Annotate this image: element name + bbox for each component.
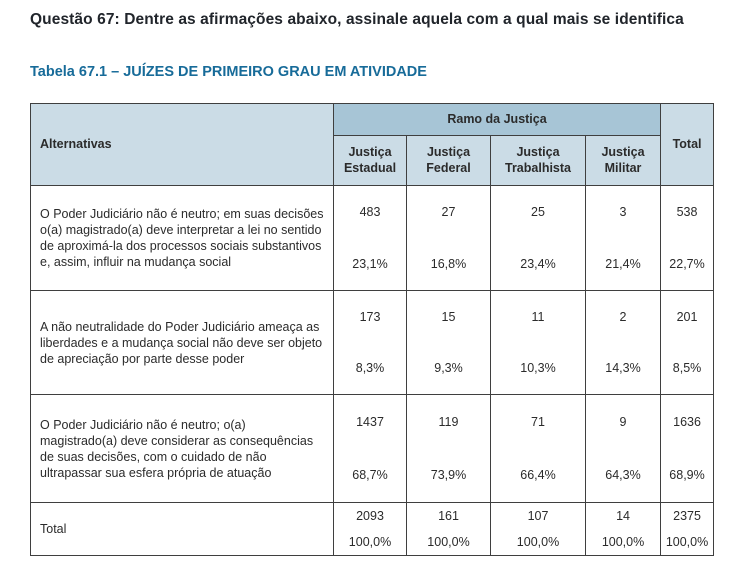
header-alternatives: Alternativas [31,104,334,186]
alternative-text: O Poder Judiciário não é neutro; o(a) magistrado(a) deve considerar as consequências de suas decisões, com o cuidado de não ultrapassar sua esfera própria de atuação [31,395,334,503]
cell-federal [407,503,491,556]
count-value: 2 [619,309,627,324]
cell-trabalhista [491,503,586,556]
table-caption: Tabela 67.1 – JUÍZES DE PRIMEIRO GRAU EM ATIVIDADE [30,64,427,80]
count-value: 1636 [673,414,701,429]
count-value: 2093 [356,509,384,523]
cell-federal [407,395,491,503]
question-title: Questão 67: Dentre as afirmações abaixo, assinale aquela com a qual mais se identifica [30,11,684,28]
count-value: 201 [676,309,698,324]
percent-value: 23,1% [352,257,388,271]
count-value: 14 [616,509,630,523]
count-value: 11 [531,309,545,324]
percent-value: 100,0% [348,535,392,549]
count-value: 483 [359,205,381,219]
count-value: 173 [359,309,381,324]
cell-militar [586,186,661,291]
header-total: Total [661,104,714,186]
percent-value: 100,0% [601,535,645,549]
cell-trabalhista [491,395,586,503]
header-justica-estadual: Justiça Estadual [334,136,407,186]
percent-value: 8,5% [672,361,702,376]
count-value: 71 [531,414,545,429]
cell-estadual [334,291,407,395]
header-justica-trabalhista: Justiça Trabalhista [491,136,586,186]
cell-federal [407,186,491,291]
count-value: 538 [676,205,698,219]
percent-value: 22,7% [669,257,705,271]
cell-trabalhista [491,186,586,291]
percent-value: 64,3% [605,468,641,483]
header-row-group [31,104,714,136]
percent-value: 23,4% [520,257,556,271]
count-value: 1437 [356,414,384,429]
cell-militar [586,291,661,395]
cell-militar [586,503,661,556]
percent-value: 8,3% [355,361,385,376]
cell-estadual [334,503,407,556]
alternative-text: O Poder Judiciário não é neutro; em suas decisões o(a) magistrado(a) deve interpretar a lei no sentido de aproximá-la dos processos sociais substantivos e, assim, influir na mudança social [31,186,334,291]
cell-total [661,395,714,503]
cell-militar [586,395,661,503]
percent-value: 100,0% [427,535,470,549]
count-value: 9 [619,414,627,429]
total-row [31,503,714,556]
header-justica-militar: Justiça Militar [586,136,661,186]
percent-value: 100,0% [516,535,560,549]
percent-value: 14,3% [605,361,641,376]
percent-value: 66,4% [520,468,556,483]
table-row [31,186,714,291]
cell-trabalhista [491,291,586,395]
count-value: 161 [438,509,459,523]
percent-value: 68,9% [669,468,705,483]
percent-value: 9,3% [434,361,463,376]
count-value: 25 [531,205,545,219]
count-value: 15 [441,309,456,324]
cell-estadual [334,395,407,503]
percent-value: 21,4% [605,257,641,271]
percent-value: 68,7% [352,468,388,483]
cell-total [661,503,714,556]
total-row-label: Total [31,503,334,556]
count-value: 27 [441,205,456,219]
count-value: 119 [438,414,459,429]
header-group-ramo-da-justica: Ramo da Justiça [334,104,661,136]
cell-federal [407,291,491,395]
count-value: 2375 [673,509,701,523]
percent-value: 73,9% [430,468,467,483]
cell-total [661,186,714,291]
table-row [31,291,714,395]
percent-value: 10,3% [520,361,556,376]
count-value: 107 [527,509,549,523]
count-value: 3 [619,205,627,219]
cell-estadual [334,186,407,291]
alternative-text: A não neutralidade do Poder Judiciário ameaça as liberdades e a mudança social não deve ser objeto de apreciação por parte desse poder [31,291,334,395]
survey-table [30,103,714,556]
percent-value: 16,8% [430,257,467,271]
cell-total [661,291,714,395]
percent-value: 100,0% [665,535,709,549]
table-row [31,395,714,503]
header-justica-federal: Justiça Federal [407,136,491,186]
